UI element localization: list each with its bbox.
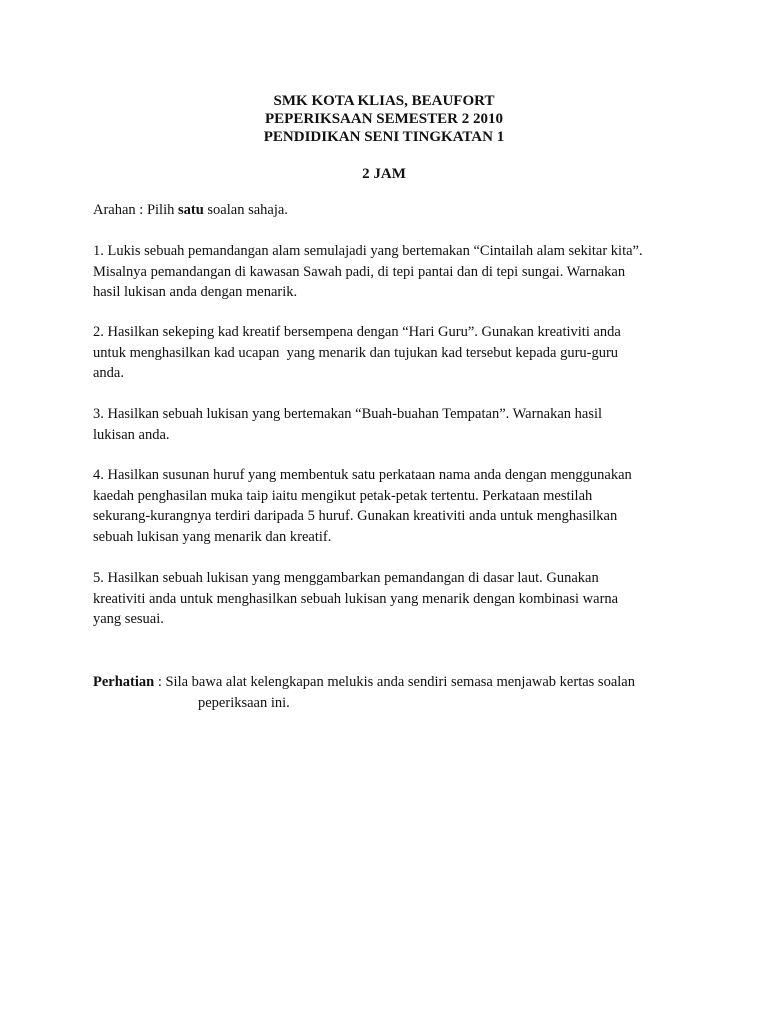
question-5-line-1: 5. Hasilkan sebuah lukisan yang menggambarkan pemandangan di dasar laut. Gunakan bbox=[93, 570, 599, 586]
note-line-1 bbox=[93, 672, 683, 693]
question-3 bbox=[93, 404, 683, 445]
question-4-line-3: sekurang-kurangnya terdiri daripada 5 huruf. Gunakan kreativiti anda untuk menghasilkan bbox=[93, 508, 618, 524]
question-2-line-3: anda. bbox=[93, 365, 124, 381]
instruction-paragraph bbox=[93, 200, 683, 221]
document-header bbox=[0, 92, 768, 146]
question-2 bbox=[93, 322, 683, 384]
question-5-line-2: kreativiti anda untuk menghasilkan sebuah lukisan yang menarik dengan kombinasi warna bbox=[93, 590, 619, 607]
exam-title: PEPERIKSAAN SEMESTER 2 2010 bbox=[265, 111, 503, 127]
question-4-line-1: 4. Hasilkan susunan huruf yang membentuk satu perkataan nama anda dengan menggunakan bbox=[93, 467, 632, 483]
question-5-line-3: yang sesuai. bbox=[93, 611, 164, 627]
question-1 bbox=[93, 241, 683, 303]
note-label: Perhatian bbox=[93, 674, 155, 690]
question-3-line-1: 3. Hasilkan sebuah lukisan yang bertemakan “Buah-buahan Tempatan”. Warnakan hasil bbox=[93, 406, 603, 422]
question-4 bbox=[93, 465, 683, 547]
question-4-line-2: kaedah penghasilan muka taip iaitu mengikut petak-petak tertentu. Perkataan mestilah bbox=[93, 487, 593, 504]
question-1-line-3: hasil lukisan anda dengan menarik. bbox=[93, 284, 298, 300]
note-line-2: peperiksaan ini. bbox=[198, 694, 290, 711]
note-paragraph bbox=[93, 672, 683, 713]
exam-duration: 2 JAM bbox=[362, 166, 406, 182]
instruction-suffix: soalan sahaja. bbox=[203, 202, 288, 218]
instruction-emphasis: satu bbox=[177, 202, 204, 218]
question-3-line-2: lukisan anda. bbox=[93, 426, 170, 443]
question-5 bbox=[93, 568, 683, 630]
school-name: SMK KOTA KLIAS, BEAUFORT bbox=[273, 93, 495, 109]
question-4-line-4: sebuah lukisan yang menarik dan kreatif. bbox=[93, 528, 332, 545]
question-1-line-2: Misalnya pemandangan di kawasan Sawah padi, di tepi pantai dan di tepi sungai. Warnakan bbox=[93, 263, 626, 280]
note-text: : Sila bawa alat kelengkapan melukis anda sendiri semasa menjawab kertas soalan bbox=[154, 674, 635, 690]
question-2-line-1: 2. Hasilkan sekeping kad kreatif bersempena dengan “Hari Guru”. Gunakan kreativiti anda bbox=[93, 324, 621, 340]
subject-title: PENDIDIKAN SENI TINGKATAN 1 bbox=[263, 129, 505, 145]
question-2-line-2: untuk menghasilkan kad ucapan yang menarik dan tujukan kad tersebut kepada guru-guru bbox=[93, 344, 619, 361]
question-1-line-1: 1. Lukis sebuah pemandangan alam semulajadi yang bertemakan “Cintailah alam sekitar kita”. bbox=[93, 243, 643, 259]
instruction-prefix: Arahan : Pilih bbox=[93, 202, 178, 218]
